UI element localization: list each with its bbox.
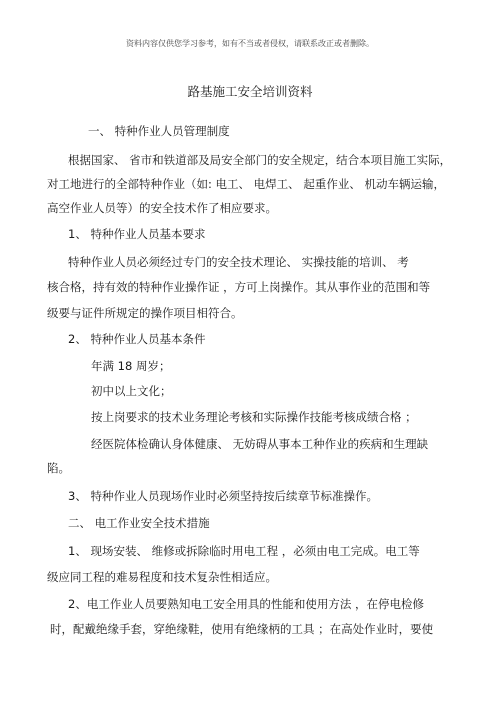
list-item: 按上岗要求的技术业务理论考核和实际操作技能考核成绩合格 ； (91, 410, 417, 424)
paragraph-line: 2、电工作业人员要熟知电工安全用具的性能和使用方法 ，在停电检修 (68, 597, 424, 611)
subsection-heading-3: 3、 特种作业人员现场作业时必须坚持按后续章节标准操作。 (68, 489, 378, 503)
section-heading-1: 一、 特种作业人员管理制度 (88, 124, 230, 138)
list-item-continuation: 陷。 (47, 461, 70, 475)
paragraph-line: 1、 现场安装、 维修或拆除临时用电工程 ，必须由电工完成。电工等 (68, 544, 420, 558)
paragraph-line: 时，配戴绝缘手套，穿绝缘鞋，使用有绝缘柄的工具 ；在高处作业时，要使 (50, 622, 434, 636)
section-heading-2: 二、 电工作业安全技术措施 (68, 516, 210, 530)
document-title: 路基施工安全培训资料 (187, 84, 313, 99)
paragraph-line: 根据国家、 省市和铁道部及局安全部门的安全规定，结合本项目施工实际， (68, 153, 452, 167)
list-item: 初中以上文化； (91, 384, 172, 398)
header-note: 资料内容仅供您学习参考，如有不当或者侵权，请联系改正或者删除。 (126, 39, 374, 48)
paragraph-line: 高空作业人员等）的安全技术作了相应要求。 (47, 201, 277, 215)
list-item: 经医院体检确认身体健康、 无妨碍从事本工种作业的疾病和生理缺 (91, 437, 429, 451)
paragraph-line: 级应同工程的难易程度和技术复杂性相适应。 (47, 570, 277, 584)
subsection-heading-1: 1、 特种作业人员基本要求 (68, 227, 206, 241)
paragraph-line: 对工地进行的全部特种作业（如: 电工、 电焊工、 起重作业、 机动车辆运输， (47, 177, 445, 191)
paragraph-line: 级要与证件所规定的操作项目相符合。 (47, 306, 243, 320)
list-item: 年满 18 周岁； (91, 359, 171, 373)
subsection-heading-2: 2、 特种作业人员基本条件 (68, 332, 206, 346)
paragraph-line: 特种作业人员必须经过专门的安全技术理论、 实操技能的培训、 考 (68, 255, 409, 269)
paragraph-line: 核合格，持有效的特种作业操作证 ，方可上岗操作。其从事作业的范围和等 (47, 280, 431, 294)
